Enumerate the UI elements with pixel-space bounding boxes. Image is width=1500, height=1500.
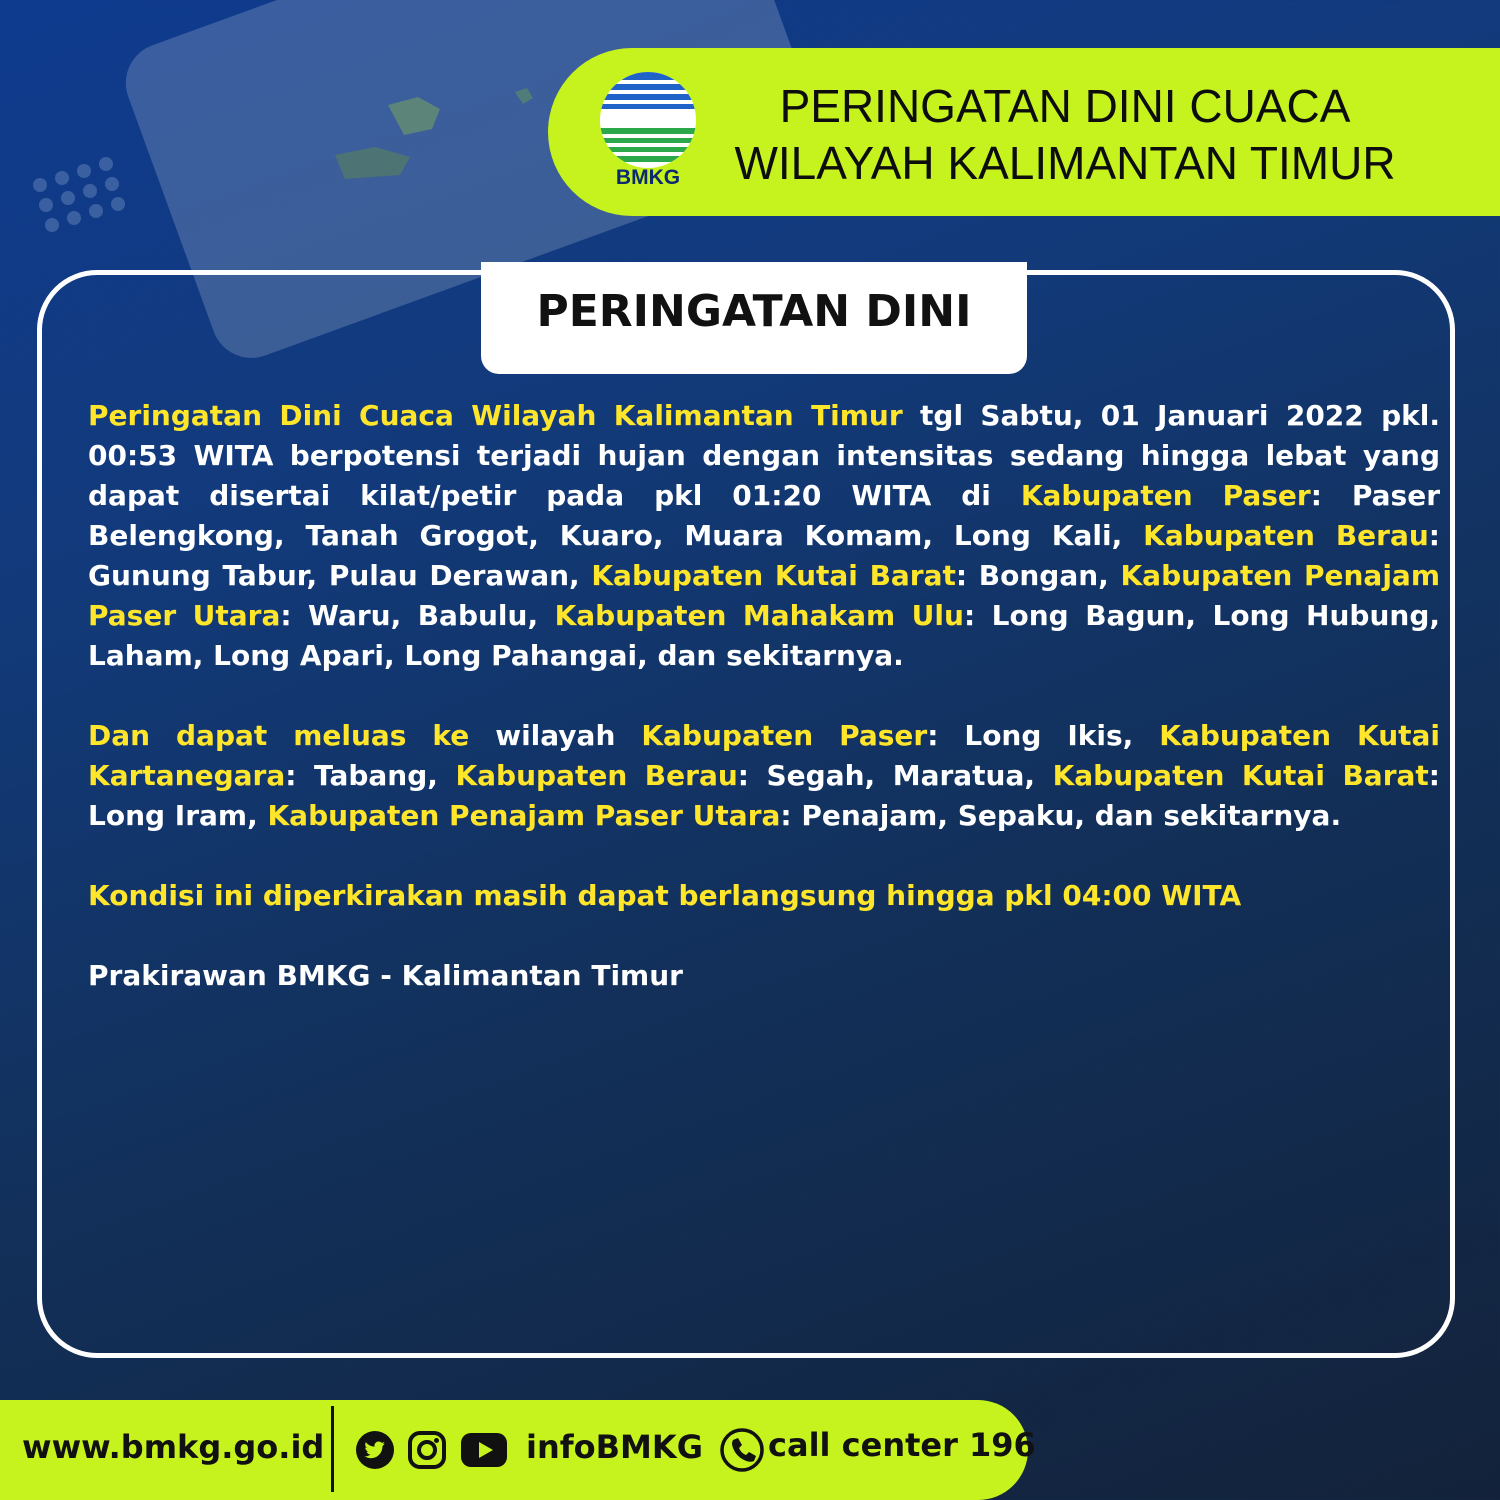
body-text-segment: : Long Ikis, (927, 719, 1160, 752)
call-center[interactable]: call center 196 (768, 1426, 1036, 1464)
body-text-segment: : Penajam, Sepaku, dan sekitarnya. (780, 799, 1342, 832)
highlight-text: Kabupaten Berau (1143, 519, 1429, 552)
highlight-text: Peringatan Dini Cuaca Wilayah Kalimantan Timur (88, 399, 903, 432)
highlight-text: Kabupaten Kutai Kartanegara (88, 719, 1441, 792)
body-text-segment: : Tabang, (285, 759, 456, 792)
body-text-segment: : Segah, Maratua, (737, 759, 1053, 792)
highlight-text: Kabupaten Paser (1020, 479, 1311, 512)
body-text-segment: : Paser Belengkong, Tanah Grogot, Kuaro, Muara Komam, Long Kali, (88, 479, 1440, 552)
footer-divider (331, 1406, 334, 1492)
phone-icon (720, 1428, 764, 1472)
warning-paragraph (88, 716, 1440, 836)
warning-paragraph (88, 396, 1440, 676)
page-title (720, 78, 1410, 192)
highlight-text: Kondisi ini diperkirakan masih dapat berlangsung hingga pkl 04:00 WITA (88, 879, 1242, 912)
highlight-text: Kabupaten Kutai Barat (591, 559, 956, 592)
body-text-segment: : Bongan, (955, 559, 1121, 592)
body-text-segment: : Long Bagun, Long Hubung, Laham, Long Apari, Long Pahangai, dan sekitarnya. (88, 599, 1440, 672)
logo-text: BMKG (615, 166, 681, 189)
panel-tab-label: PERINGATAN DINI (536, 286, 972, 337)
title-line-2: WILAYAH KALIMANTAN TIMUR (734, 137, 1396, 189)
youtube-icon[interactable] (460, 1432, 508, 1468)
body-text-segment: : Gunung Tabur, Pulau Derawan, (88, 519, 1440, 592)
highlight-text: Kabupaten Penajam Paser Utara (88, 559, 1440, 632)
website-link[interactable]: www.bmkg.go.id (22, 1428, 325, 1466)
warning-body (88, 396, 1440, 1036)
twitter-icon[interactable] (355, 1430, 395, 1470)
highlight-text: Kabupaten Paser (641, 719, 928, 752)
warning-paragraph (88, 956, 1440, 996)
title-line-1: PERINGATAN DINI CUACA (779, 80, 1351, 132)
body-text-segment: tgl Sabtu, 01 Januari 2022 pkl. 00:53 WITA berpotensi terjadi hujan dengan intensitas sedang hingga lebat yang dapat disertai kilat/petir pada pkl 01:20 WITA di (88, 399, 1440, 512)
highlight-text: Kabupaten Penajam Paser Utara (267, 799, 781, 832)
body-text-segment: : Waru, Babulu, (280, 599, 555, 632)
body-text-segment: : Long Iram, (88, 759, 1440, 832)
social-handle[interactable]: infoBMKG (526, 1428, 703, 1466)
highlight-text: Dan dapat meluas ke (88, 719, 470, 752)
highlight-text: Kabupaten Kutai Barat (1052, 759, 1429, 792)
highlight-text: Kabupaten Berau (455, 759, 738, 792)
instagram-icon[interactable] (407, 1430, 447, 1470)
highlight-text: Kabupaten Mahakam Ulu (554, 599, 964, 632)
body-text-segment: Prakirawan BMKG - Kalimantan Timur (88, 959, 683, 992)
warning-paragraph (88, 876, 1440, 916)
body-text-segment: wilayah (469, 719, 642, 752)
